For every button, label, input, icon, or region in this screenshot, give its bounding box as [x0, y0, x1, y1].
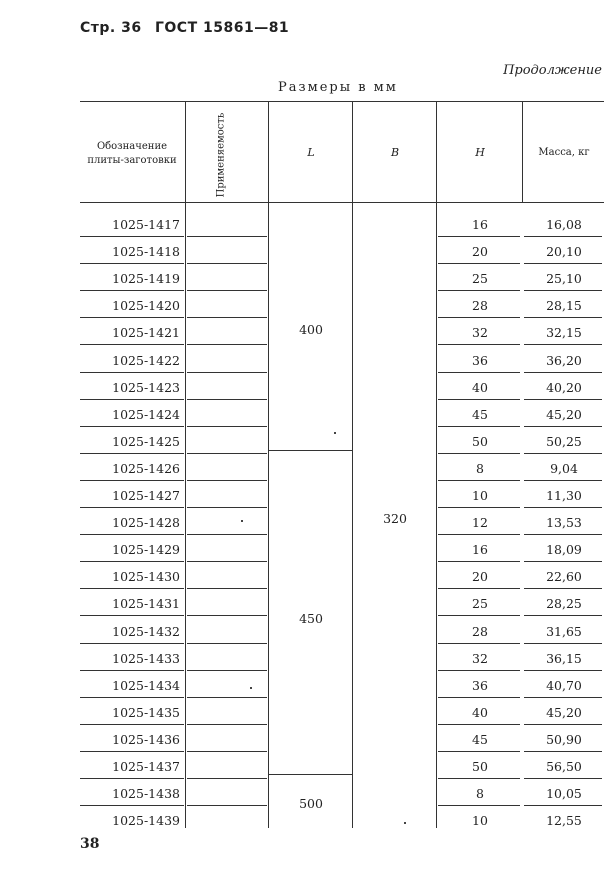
row-rule [524, 615, 602, 616]
row-rule [438, 805, 520, 806]
table-row-code: 1025-1421 [112, 325, 180, 341]
table-row-mass: 36,20 [546, 352, 582, 368]
row-rule [187, 561, 267, 562]
table-row-H: 28 [472, 623, 488, 639]
row-rule [438, 290, 520, 291]
row-rule [524, 236, 602, 237]
row-rule [438, 263, 520, 264]
table-row-mass: 28,25 [546, 596, 582, 612]
table-row-code: 1025-1430 [112, 569, 180, 585]
row-rule [524, 588, 602, 589]
row-rule [438, 697, 520, 698]
table-row-code: 1025-1427 [112, 488, 180, 503]
row-rule [438, 588, 520, 589]
row-rule [80, 236, 184, 237]
row-rule [438, 778, 520, 779]
row-rule [524, 724, 602, 725]
header-bottom-rule [80, 202, 604, 203]
table-row-H: 16 [472, 217, 488, 232]
table-row-code: 1025-1422 [112, 352, 180, 368]
row-rule [524, 778, 602, 779]
row-rule [524, 561, 602, 562]
table-row-code: 1025-1437 [112, 759, 180, 774]
header-H: H [475, 146, 485, 159]
row-rule [80, 588, 184, 589]
table-row-H: 40 [472, 379, 488, 395]
table-row-code: 1025-1419 [112, 271, 180, 287]
table-row-H: 12 [472, 515, 488, 531]
table-row-code: 1025-1417 [112, 217, 180, 232]
row-rule [524, 290, 602, 291]
row-rule [524, 670, 602, 671]
row-rule [524, 453, 602, 454]
row-rule [187, 778, 267, 779]
row-rule [187, 426, 267, 427]
row-rule [80, 778, 184, 779]
header-mass: Масса, кг [538, 147, 590, 158]
table-row-H: 10 [472, 813, 488, 829]
table-row-H: 16 [472, 542, 488, 558]
sizes-caption: Размеры в мм [278, 80, 398, 95]
row-rule [80, 426, 184, 427]
table-row-mass: 25,10 [546, 271, 582, 287]
row-rule [438, 561, 520, 562]
row-rule [80, 480, 184, 481]
row-rule [187, 290, 267, 291]
row-rule [80, 399, 184, 400]
table-row-H: 28 [472, 298, 488, 314]
row-rule [187, 751, 267, 752]
row-rule [80, 724, 184, 725]
table-row-mass: 13,53 [546, 515, 582, 531]
row-rule [187, 534, 267, 535]
page-number: 38 [80, 836, 100, 852]
row-rule [524, 534, 602, 535]
row-rule [438, 480, 520, 481]
row-rule [187, 453, 267, 454]
row-rule [187, 588, 267, 589]
row-rule [187, 480, 267, 481]
table-row-code: 1025-1428 [112, 515, 180, 531]
row-rule [438, 426, 520, 427]
row-rule [187, 317, 267, 318]
row-rule [438, 507, 520, 508]
table-row-H: 45 [472, 406, 488, 422]
table-row-code: 1025-1426 [112, 460, 180, 476]
row-rule [80, 643, 184, 644]
row-rule [187, 263, 267, 264]
table-row-mass: 11,30 [546, 488, 582, 503]
row-rule [80, 263, 184, 264]
table-row-code: 1025-1429 [112, 542, 180, 558]
row-rule [187, 670, 267, 671]
table-row-mass: 28,15 [546, 298, 582, 314]
row-rule [80, 670, 184, 671]
scan-speck [241, 520, 243, 522]
table-row-mass: 12,55 [546, 813, 582, 829]
row-rule [438, 751, 520, 752]
table-row-mass: 50,90 [546, 731, 582, 747]
row-rule [80, 534, 184, 535]
row-rule [524, 643, 602, 644]
page-header [80, 20, 297, 36]
row-rule [438, 724, 520, 725]
row-rule [187, 615, 267, 616]
table-row-H: 50 [472, 759, 488, 774]
row-rule [524, 805, 602, 806]
table-row-mass: 45,20 [546, 704, 582, 720]
table-row-H: 20 [472, 244, 488, 260]
standard-number: ГОСТ 15861—81 [154, 20, 290, 36]
table-row-mass: 20,10 [546, 244, 582, 260]
row-rule [524, 697, 602, 698]
table-row-mass: 16,08 [546, 217, 582, 232]
table-row-code: 1025-1438 [112, 786, 180, 802]
continuation-label: Продолжение [503, 63, 602, 78]
row-rule [438, 399, 520, 400]
table-row-H: 8 [476, 460, 484, 476]
table-row-code: 1025-1432 [112, 623, 180, 639]
row-rule [187, 724, 267, 725]
row-rule [80, 317, 184, 318]
table-row-mass: 22,60 [546, 569, 582, 585]
row-rule [80, 507, 184, 508]
table-row-H: 40 [472, 704, 488, 720]
row-rule [524, 426, 602, 427]
row-rule [524, 751, 602, 752]
page-label: Стр. 36 [80, 20, 142, 36]
row-rule [187, 507, 267, 508]
L-value-400: 400 [299, 322, 323, 337]
row-rule [438, 344, 520, 345]
scan-speck [404, 822, 406, 824]
table-row-code: 1025-1423 [112, 379, 180, 395]
header-applicability: Применяемость [215, 112, 227, 198]
row-rule [524, 317, 602, 318]
row-rule [80, 372, 184, 373]
row-rule [524, 344, 602, 345]
table-row-code: 1025-1425 [112, 433, 180, 449]
row-rule [80, 805, 184, 806]
table-row-mass: 32,15 [546, 325, 582, 341]
row-rule [438, 317, 520, 318]
row-rule [438, 453, 520, 454]
table-row-code: 1025-1418 [112, 244, 180, 260]
table-row-code: 1025-1435 [112, 704, 180, 720]
row-rule [438, 643, 520, 644]
table-row-H: 45 [472, 731, 488, 747]
table-row-H: 36 [472, 677, 488, 693]
table-row-code: 1025-1434 [112, 677, 180, 693]
table-row-H: 32 [472, 650, 488, 666]
row-rule [524, 372, 602, 373]
table-top-rule [80, 101, 604, 102]
header-B: B [390, 146, 400, 159]
scan-speck [250, 687, 252, 689]
row-rule [187, 344, 267, 345]
row-rule [438, 534, 520, 535]
table-row-mass: 50,25 [546, 433, 582, 449]
L-value-500: 500 [299, 796, 323, 811]
table-row-mass: 31,65 [546, 623, 582, 639]
row-rule [438, 236, 520, 237]
table-row-H: 32 [472, 325, 488, 341]
table-row-mass: 40,70 [546, 677, 582, 693]
table-row-code: 1025-1431 [112, 596, 180, 612]
row-rule [187, 643, 267, 644]
row-rule [524, 507, 602, 508]
row-rule [187, 372, 267, 373]
row-rule [187, 805, 267, 806]
row-rule [187, 697, 267, 698]
table-row-mass: 56,50 [546, 759, 582, 774]
row-rule [80, 751, 184, 752]
row-rule [80, 290, 184, 291]
row-rule [438, 372, 520, 373]
table-row-H: 10 [472, 488, 488, 503]
header-designation: Обозначение плиты-заготовки [87, 141, 177, 166]
row-rule [438, 670, 520, 671]
table-row-H: 25 [472, 271, 488, 287]
table-row-H: 20 [472, 569, 488, 585]
table-row-mass: 40,20 [546, 379, 582, 395]
table-row-mass: 18,09 [546, 542, 582, 558]
row-rule [80, 344, 184, 345]
table-row-code: 1025-1420 [112, 298, 180, 314]
table-row-mass: 36,15 [546, 650, 582, 666]
table-row-H: 36 [472, 352, 488, 368]
table-row-H: 50 [472, 433, 488, 449]
row-rule [80, 453, 184, 454]
table-row-H: 8 [476, 786, 484, 802]
table-row-mass: 45,20 [546, 406, 582, 422]
row-rule [524, 263, 602, 264]
row-rule [80, 697, 184, 698]
row-rule [80, 615, 184, 616]
table-row-H: 25 [472, 596, 488, 612]
L-value-450: 450 [299, 611, 323, 626]
row-rule [438, 615, 520, 616]
table-row-code: 1025-1433 [112, 650, 180, 666]
header-L: L [307, 146, 315, 159]
row-rule [524, 399, 602, 400]
table-row-code: 1025-1436 [112, 731, 180, 747]
table-row-mass: 9,04 [550, 460, 578, 476]
table-row-code: 1025-1424 [112, 406, 180, 422]
scan-speck [334, 432, 336, 434]
row-rule [187, 399, 267, 400]
table-row-mass: 10,05 [546, 786, 582, 802]
table-row-code: 1025-1439 [112, 813, 180, 829]
row-rule [524, 480, 602, 481]
B-value-320: 320 [383, 511, 407, 526]
row-rule [187, 236, 267, 237]
row-rule [80, 561, 184, 562]
